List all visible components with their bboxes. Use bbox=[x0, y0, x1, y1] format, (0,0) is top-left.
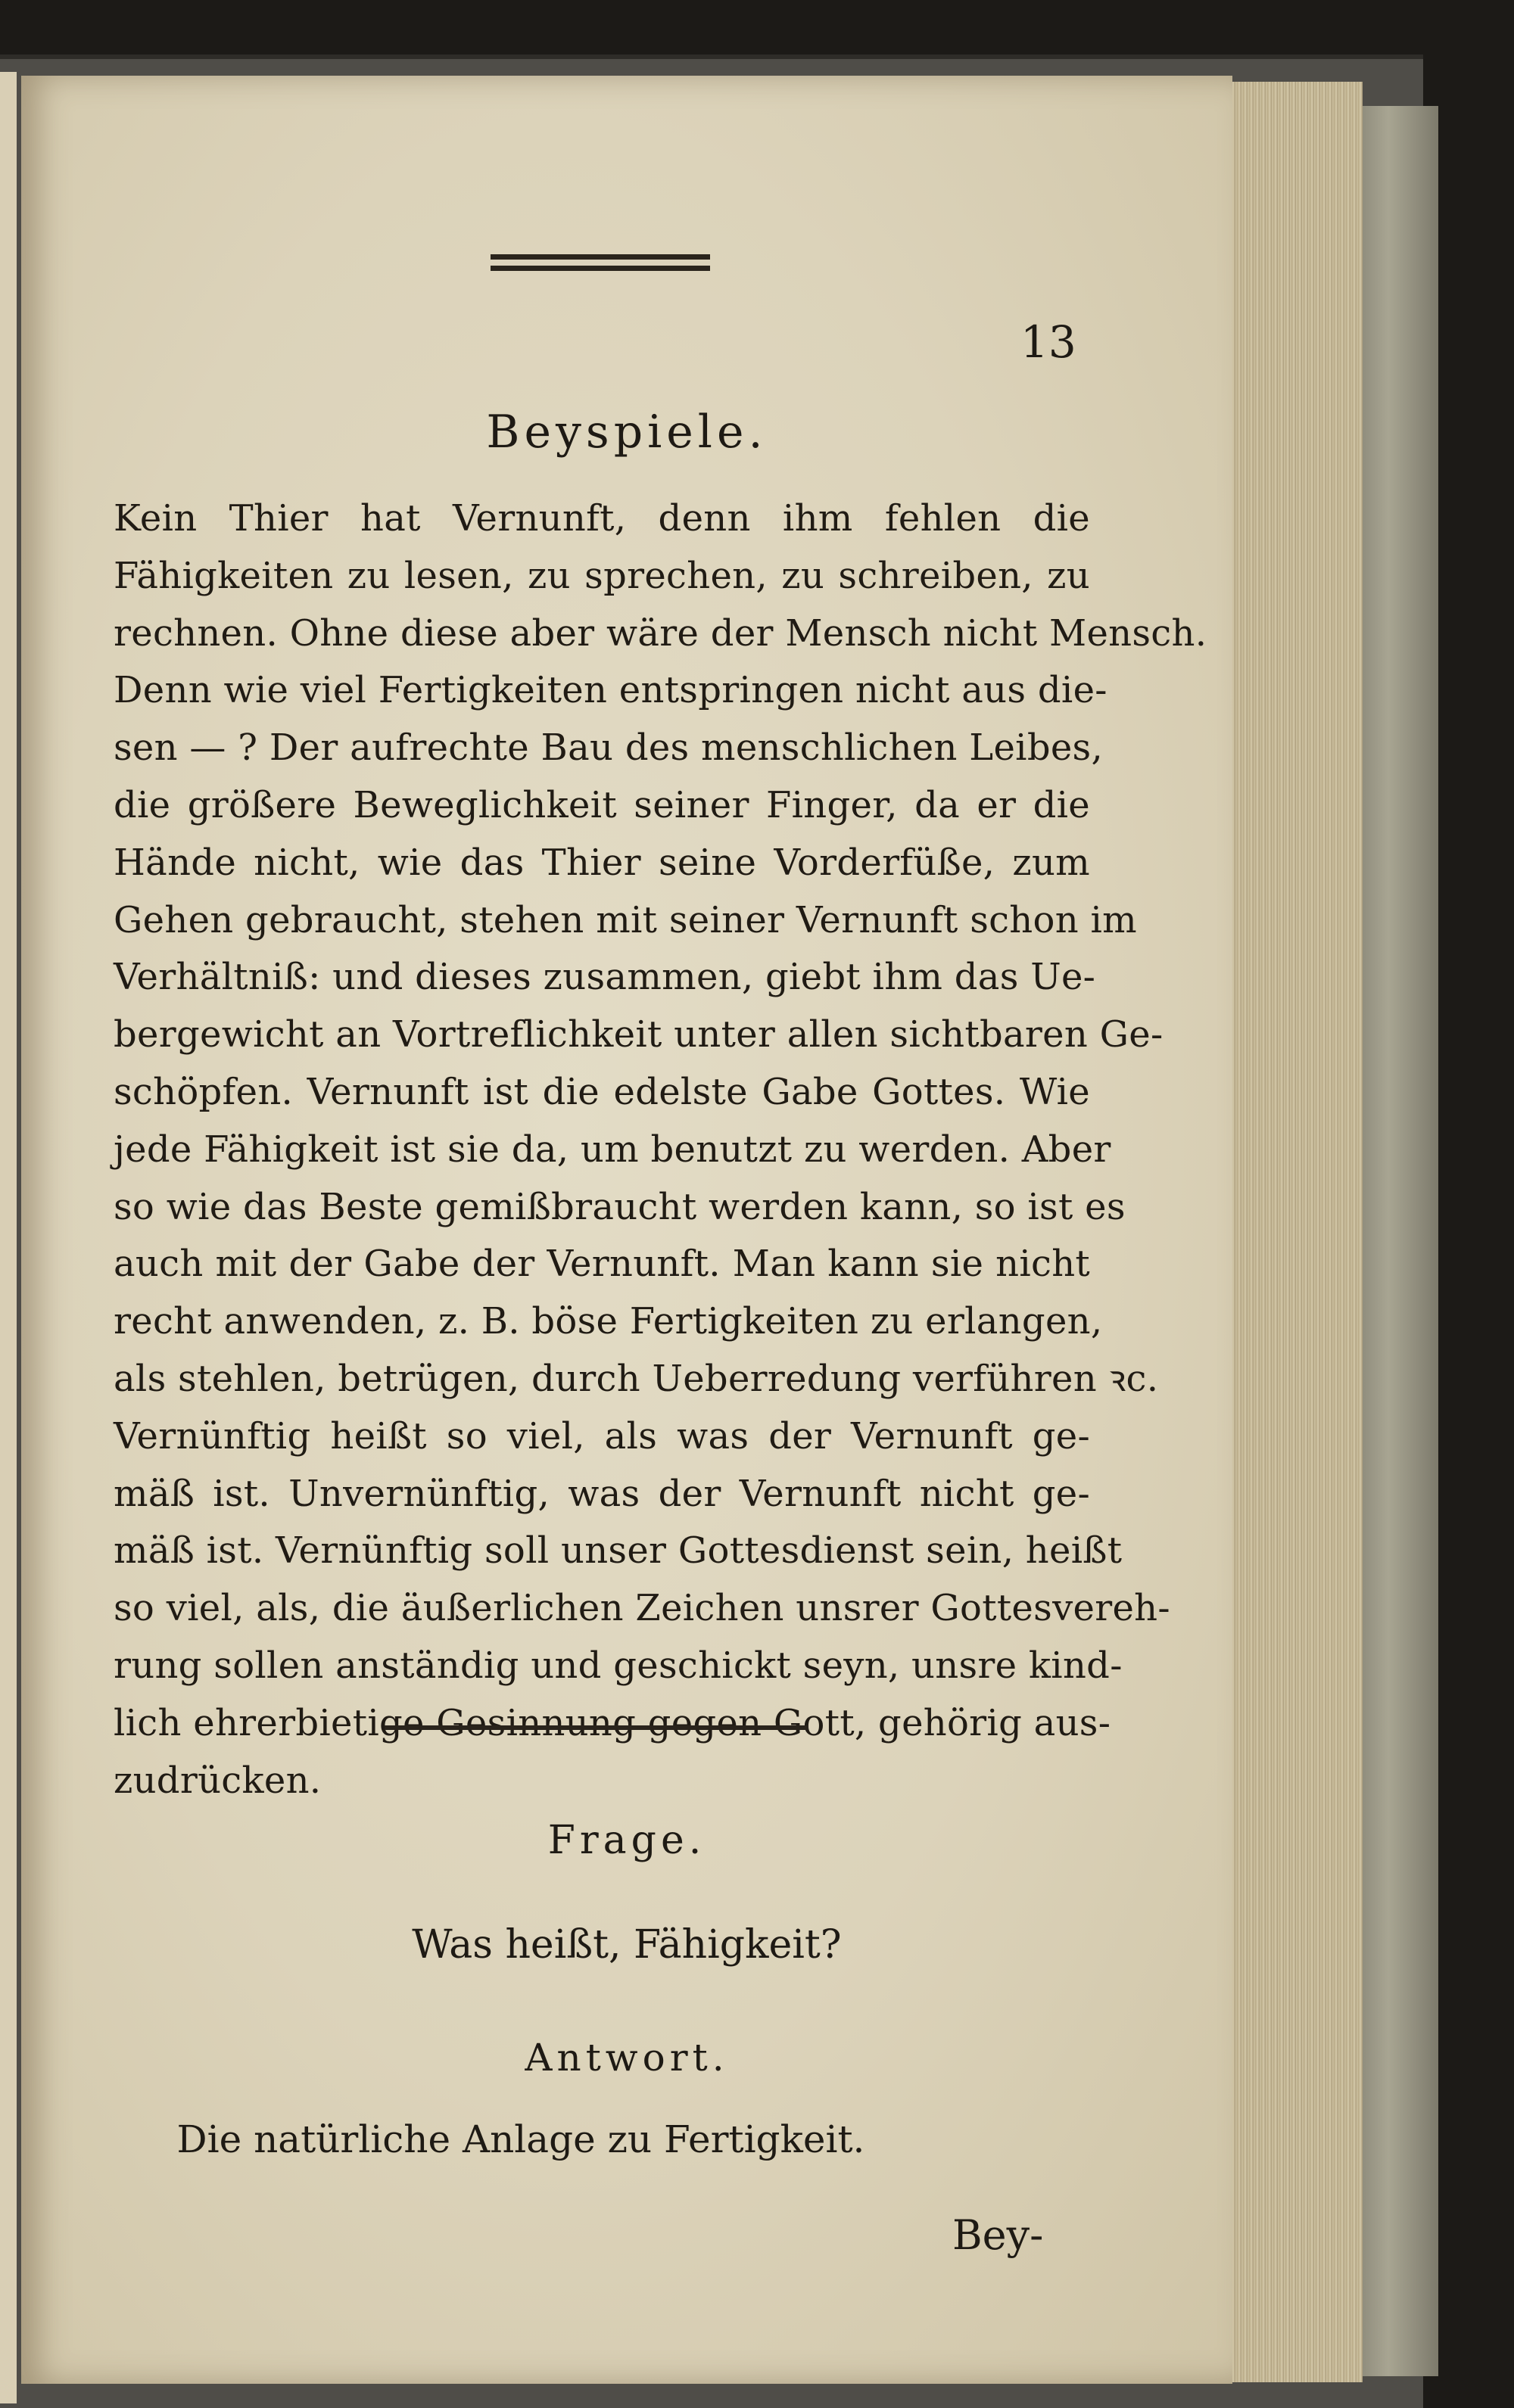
body-paragraph bbox=[114, 490, 1207, 1809]
text-line: Fähigkeiten zu lesen, zu sprechen, zu schreiben, zu bbox=[114, 554, 1090, 597]
header-rule-bottom bbox=[491, 266, 710, 271]
section-divider bbox=[385, 1725, 808, 1730]
page-number: 13 bbox=[1020, 316, 1076, 368]
text-line: sen — ? Der aufrechte Bau des menschlichen Leibes, bbox=[114, 726, 1104, 770]
text-line: so viel, als, die äußerlichen Zeichen unsrer Gottesvereh- bbox=[114, 1587, 1170, 1630]
text-line: Gehen gebraucht, stehen mit seiner Vernunft schon im bbox=[114, 898, 1137, 941]
text-line: rung sollen anständig und geschickt seyn, unsre kind- bbox=[114, 1644, 1123, 1687]
text-line: lich ehrerbietige Gesinnung gegen Gott, gehörig aus- bbox=[114, 1701, 1111, 1744]
text-line: rechnen. Ohne diese aber wäre der Mensch nicht Mensch. bbox=[114, 611, 1207, 655]
question-text: Was heißt, Fähigkeit? bbox=[412, 1922, 842, 1968]
text-line: Kein Thier hat Vernunft, denn ihm fehlen die bbox=[114, 497, 1090, 540]
text-line: Verhältniß: und dieses zusammen, giebt ihm das Ue- bbox=[114, 956, 1096, 999]
book-spine-edge bbox=[1355, 106, 1438, 2376]
catchword: Bey- bbox=[952, 2211, 1044, 2259]
facing-page-edge bbox=[0, 72, 17, 2403]
question-heading: Frage. bbox=[547, 1818, 706, 1863]
book-page bbox=[21, 76, 1232, 2384]
text-line: mäß ist. Unvernünftig, was der Vernunft nicht ge- bbox=[114, 1472, 1090, 1515]
section-heading: Beyspiele. bbox=[486, 406, 768, 459]
text-line: auch mit der Gabe der Vernunft. Man kann sie nicht bbox=[114, 1243, 1090, 1286]
text-line: als stehlen, betrügen, durch Ueberredung verführen ꝛc. bbox=[114, 1357, 1159, 1400]
text-line: zudrücken. bbox=[114, 1759, 322, 1802]
text-line: Hände nicht, wie das Thier seine Vorderfüße, zum bbox=[114, 841, 1090, 884]
header-rule-top bbox=[491, 254, 710, 260]
text-line: mäß ist. Vernünftig soll unser Gottesdienst sein, heißt bbox=[114, 1529, 1123, 1573]
text-line: so wie das Beste gemißbraucht werden kann, so ist es bbox=[114, 1185, 1126, 1228]
text-line: jede Fähigkeit ist sie da, um benutzt zu werden. Aber bbox=[114, 1128, 1111, 1171]
page-block-edges bbox=[1211, 82, 1363, 2382]
text-line: die größere Beweglichkeit seiner Finger, da er die bbox=[114, 783, 1090, 826]
text-line: Denn wie viel Fertigkeiten entspringen nicht aus die- bbox=[114, 669, 1107, 712]
answer-text: Die natürliche Anlage zu Fertigkeit. bbox=[176, 2117, 865, 2161]
text-line: bergewicht an Vortreflichkeit unter allen sichtbaren Ge- bbox=[114, 1013, 1164, 1056]
text-line: Vernünftig heißt so viel, als was der Vernunft ge- bbox=[114, 1414, 1090, 1458]
text-line: recht anwenden, z. B. böse Fertigkeiten zu erlangen, bbox=[114, 1300, 1103, 1343]
answer-heading: Antwort. bbox=[525, 2036, 729, 2080]
text-line: schöpfen. Vernunft ist die edelste Gabe Gottes. Wie bbox=[114, 1070, 1090, 1113]
